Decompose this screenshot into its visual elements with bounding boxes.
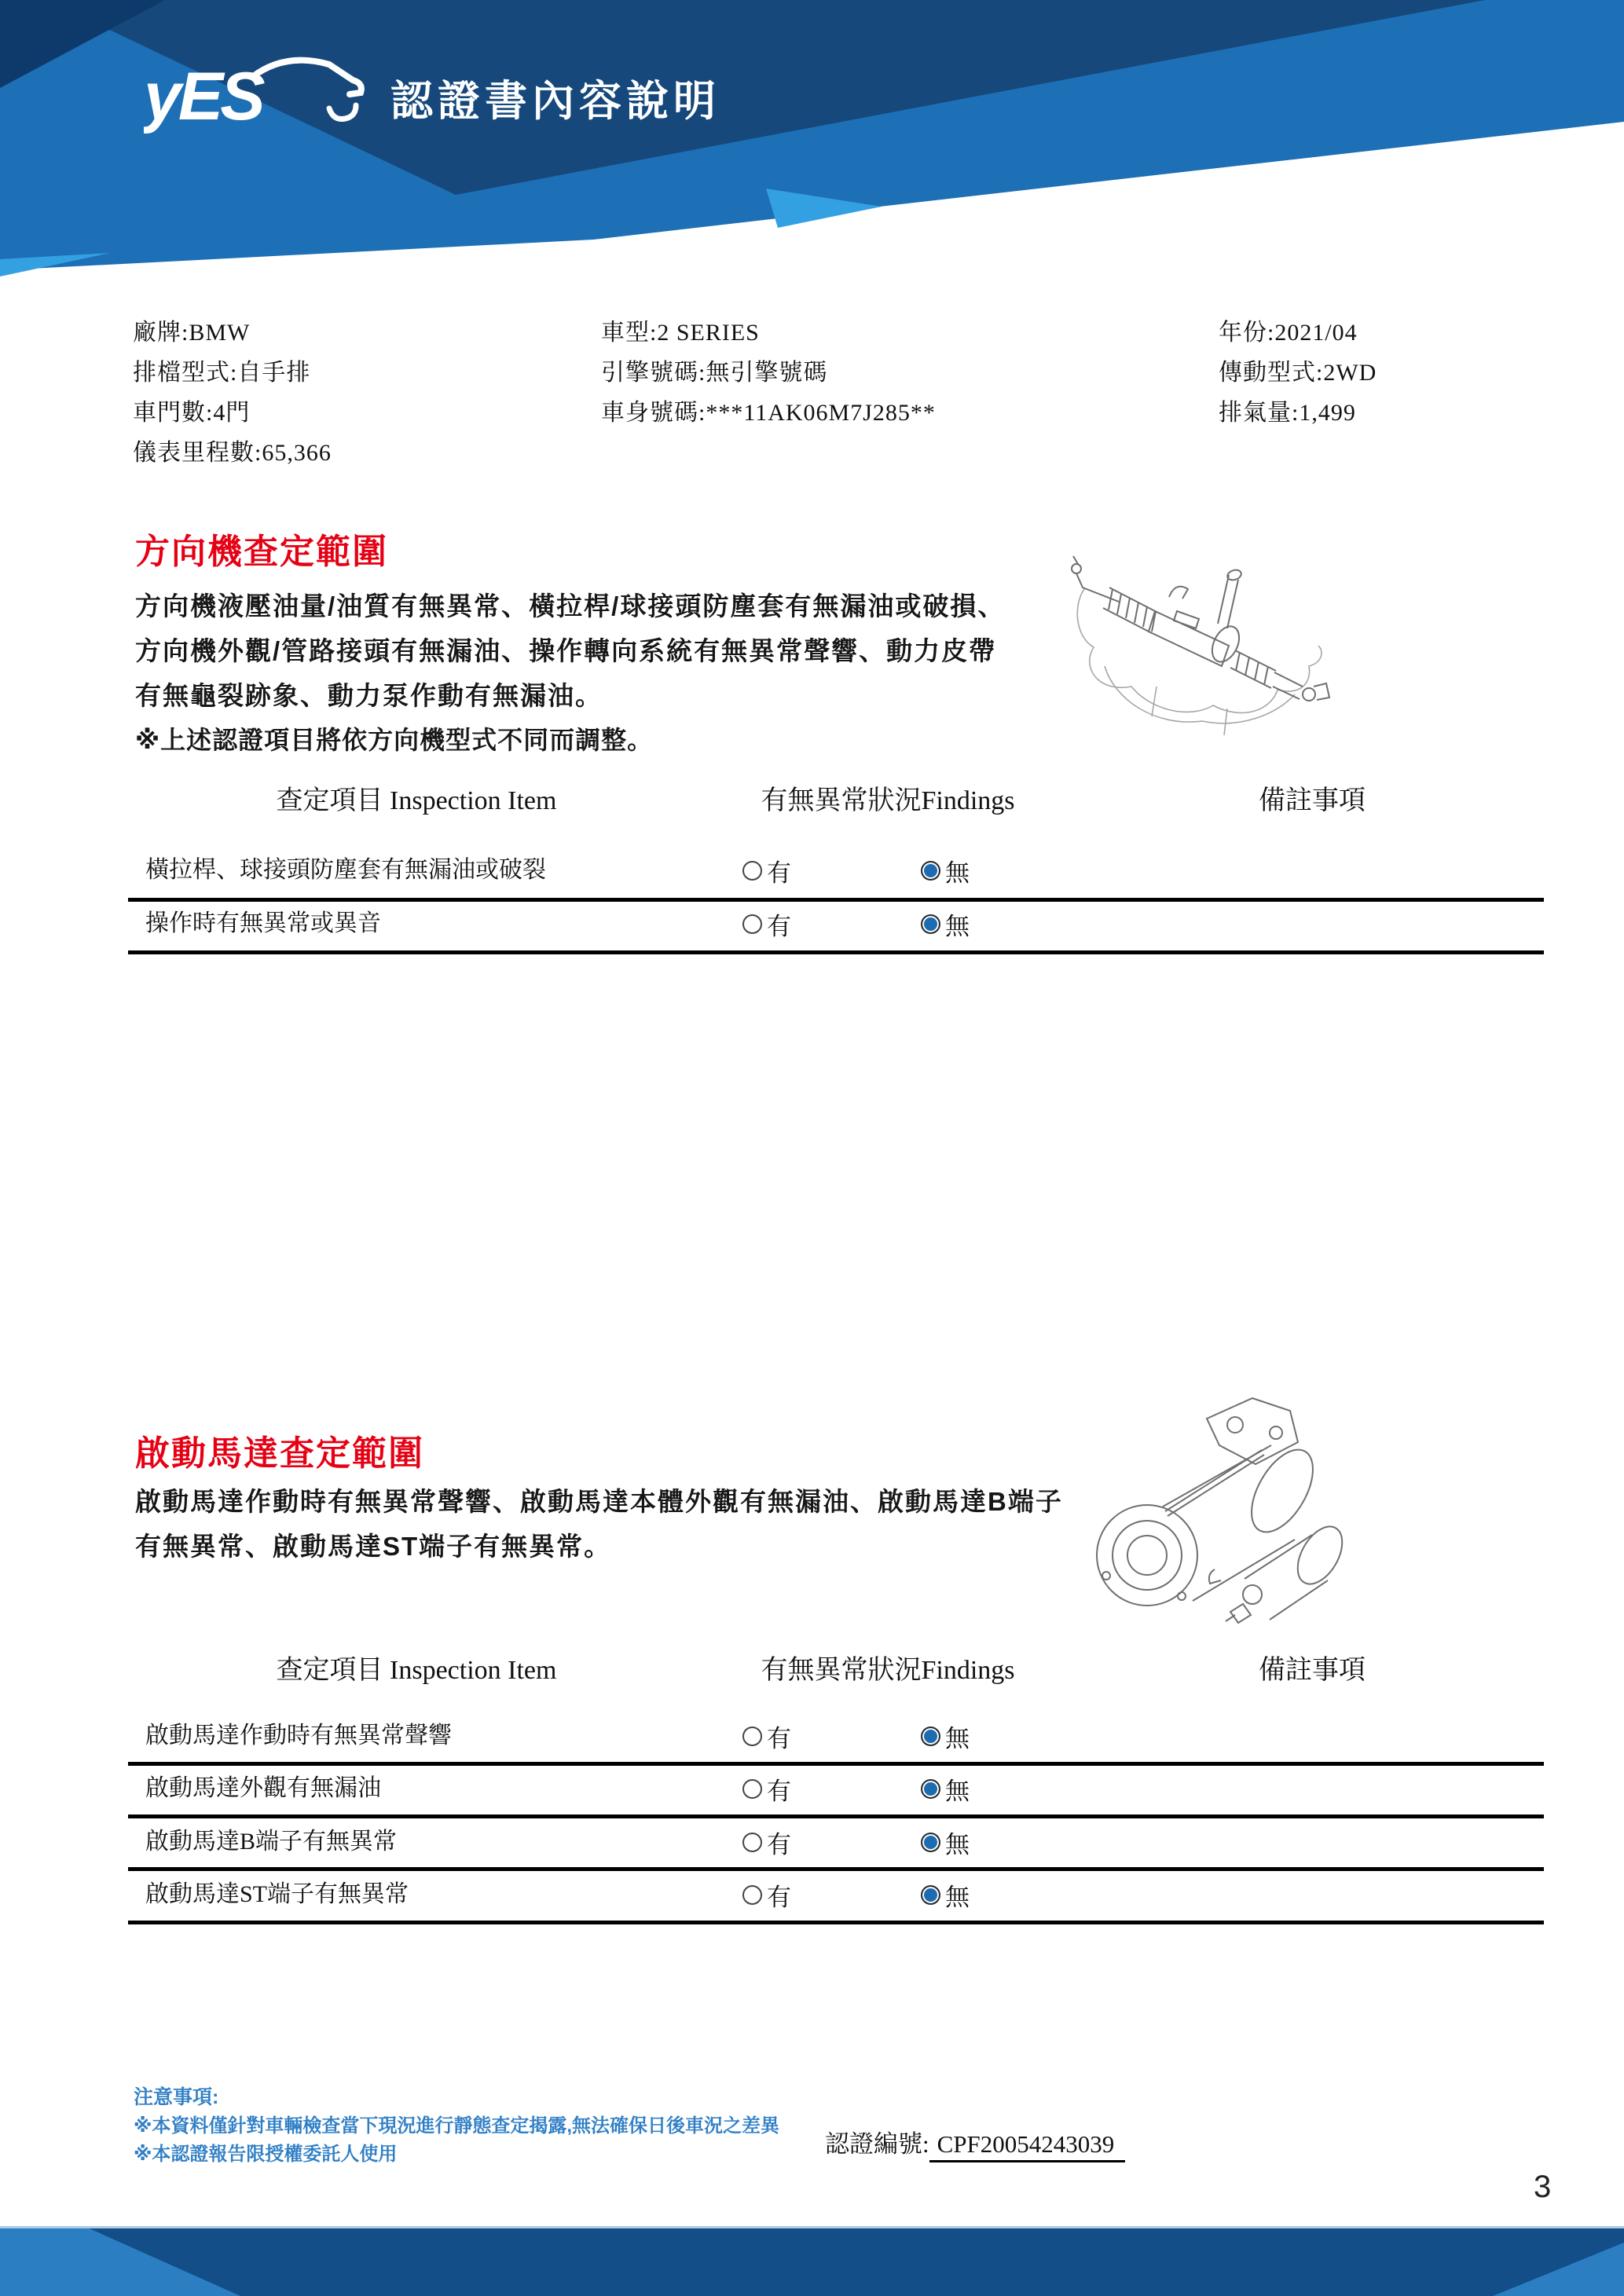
section-title-starter: 啟動馬達查定範圍 xyxy=(135,1434,424,1473)
table-row-divider xyxy=(128,898,1544,902)
radio-circle-yes xyxy=(742,1727,762,1746)
table-column-header: 備註事項 xyxy=(1259,1656,1366,1685)
table-row xyxy=(0,1719,1624,1753)
vehicle-field-label: 引擎號碼 xyxy=(601,360,698,386)
table-row-divider xyxy=(128,1762,1544,1766)
section-title-steering: 方向機查定範圍 xyxy=(135,533,388,571)
inspection-item-label: 啟動馬達ST端子有無異常 xyxy=(145,1881,409,1907)
radio-circle-yes xyxy=(742,1833,762,1852)
footer-top-line xyxy=(0,2226,1624,2228)
table-row-divider xyxy=(128,1814,1544,1818)
finding-option-yes xyxy=(742,1877,791,1912)
certificate-number-line xyxy=(825,2124,1125,2159)
table-column-header: 有無異常狀況Findings xyxy=(761,1656,1015,1685)
inspection-item-label: 啟動馬達外觀有無漏油 xyxy=(145,1775,381,1801)
radio-circle-no xyxy=(921,861,940,881)
table-row xyxy=(0,1825,1624,1859)
vehicle-field: 車門數:4門 xyxy=(133,400,251,426)
table-row-divider xyxy=(128,950,1544,954)
description-line: 啟動馬達作動時有無異常聲響、啟動馬達本體外觀有無漏油、啟動馬達B端子 xyxy=(135,1487,1063,1516)
vehicle-field: 傳動型式:2WD xyxy=(1219,360,1377,386)
radio-circle-no xyxy=(921,1779,940,1799)
vehicle-field: 廠牌:BMW xyxy=(133,320,251,346)
description-line: 方向機外觀/管路接頭有無漏油、操作轉向系統有無異常聲響、動力皮帶 xyxy=(135,636,997,665)
table-row xyxy=(0,906,1624,941)
radio-label-no: 無 xyxy=(945,1883,970,1911)
footer-note-line: ※本認證報告限授權委託人使用 xyxy=(134,2144,398,2165)
table-row xyxy=(0,853,1624,888)
vehicle-field-label: 儀表里程數 xyxy=(133,440,255,466)
vehicle-field-label: 年份 xyxy=(1219,320,1267,346)
vehicle-field-label: 排氣量 xyxy=(1219,400,1292,426)
radio-label-yes: 有 xyxy=(767,1883,791,1911)
notice-title: 注意事項: xyxy=(134,2086,219,2108)
vehicle-field-value: 65,366 xyxy=(262,440,332,466)
radio-label-no: 無 xyxy=(945,1724,970,1752)
vehicle-field-label: 傳動型式 xyxy=(1219,360,1316,386)
radio-circle-yes xyxy=(742,861,762,881)
description-line: 有無異常、啟動馬達ST端子有無異常。 xyxy=(135,1532,612,1561)
radio-label-yes: 有 xyxy=(767,1724,791,1752)
vehicle-field: 車型:2 SERIES xyxy=(601,320,760,346)
vehicle-field-label: 車型 xyxy=(601,320,650,346)
radio-label-yes: 有 xyxy=(767,1777,791,1805)
steering-rack-illustration xyxy=(1062,548,1337,741)
starter-motor-illustration xyxy=(1089,1390,1352,1630)
radio-circle-yes xyxy=(742,914,762,934)
vehicle-field-value: 自手排 xyxy=(237,360,311,386)
vehicle-field-label: 車身號碼 xyxy=(601,400,698,426)
finding-option-yes xyxy=(742,1719,791,1753)
finding-option-yes xyxy=(742,906,791,941)
inspection-item-label: 啟動馬達作動時有無異常聲響 xyxy=(145,1723,452,1749)
header-banner xyxy=(0,0,1624,276)
page-number: 3 xyxy=(1534,2170,1552,2204)
vehicle-field: 引擎號碼:無引擎號碼 xyxy=(601,360,828,386)
radio-circle-no xyxy=(921,914,940,934)
finding-option-no xyxy=(921,1771,970,1806)
vehicle-field-label: 車門數 xyxy=(133,400,206,426)
certificate-number-value: CPF20054243039 xyxy=(929,2130,1126,2162)
finding-option-yes xyxy=(742,853,791,888)
table-column-header: 查定項目 Inspection Item xyxy=(276,786,557,815)
radio-circle-yes xyxy=(742,1885,762,1905)
radio-circle-no xyxy=(921,1727,940,1746)
yes-logo xyxy=(144,50,387,137)
vehicle-field: 排檔型式:自手排 xyxy=(133,360,311,386)
finding-option-yes xyxy=(742,1825,791,1859)
table-row-divider xyxy=(128,1921,1544,1924)
section-note-steering: ※上述認證項目將依方向機型式不同而調整。 xyxy=(135,726,654,754)
radio-label-no: 無 xyxy=(945,1830,970,1858)
logo-text: yES xyxy=(144,59,262,134)
finding-option-no xyxy=(921,853,970,888)
car-wheel-swoosh-icon xyxy=(329,105,356,119)
inspection-item-label: 操作時有無異常或異音 xyxy=(145,910,381,936)
finding-option-no xyxy=(921,1825,970,1859)
radio-circle-no xyxy=(921,1833,940,1852)
footer-main-band xyxy=(0,2226,1624,2296)
vehicle-field: 排氣量:1,499 xyxy=(1219,400,1356,426)
vehicle-field: 年份:2021/04 xyxy=(1219,320,1358,346)
inspection-item-label: 啟動馬達B端子有無異常 xyxy=(145,1829,398,1855)
vehicle-field-value: 4門 xyxy=(213,400,251,426)
vehicle-field-value: 1,499 xyxy=(1299,400,1356,426)
radio-circle-no xyxy=(921,1885,940,1905)
vehicle-field-value: 2 SERIES xyxy=(657,320,760,346)
description-line: 有無龜裂跡象、動力泵作動有無漏油。 xyxy=(135,681,603,710)
certificate-number-label: 認證編號: xyxy=(825,2130,929,2158)
vehicle-field-value: 2021/04 xyxy=(1274,320,1358,346)
finding-option-yes xyxy=(742,1771,791,1806)
vehicle-field-value: ***11AK06M7J285** xyxy=(706,400,936,426)
radio-label-no: 無 xyxy=(945,912,970,940)
vehicle-field-value: BMW xyxy=(189,320,251,346)
table-column-header: 備註事項 xyxy=(1259,786,1366,815)
footer-note-line: ※本資料僅針對車輛檢查當下現況進行靜態查定揭露,無法確保日後車況之差異 xyxy=(134,2115,779,2137)
vehicle-field-label: 排檔型式 xyxy=(133,360,230,386)
yes-logo-graphic xyxy=(144,50,387,137)
finding-option-no xyxy=(921,1719,970,1753)
car-outline-icon xyxy=(252,60,361,94)
table-row xyxy=(0,1771,1624,1806)
table-row-divider xyxy=(128,1867,1544,1871)
inspection-item-label: 橫拉桿、球接頭防塵套有無漏油或破裂 xyxy=(145,857,546,883)
radio-label-no: 無 xyxy=(945,1777,970,1805)
table-column-header: 查定項目 Inspection Item xyxy=(276,1656,557,1685)
finding-option-no xyxy=(921,906,970,941)
finding-option-no xyxy=(921,1877,970,1912)
page-title: 認證書內容說明 xyxy=(390,78,720,125)
vehicle-field-label: 廠牌 xyxy=(133,320,181,346)
vehicle-field-value: 2WD xyxy=(1323,360,1377,386)
vehicle-field-value: 無引擎號碼 xyxy=(706,360,828,386)
radio-label-yes: 有 xyxy=(767,1830,791,1858)
radio-label-yes: 有 xyxy=(767,859,791,887)
radio-label-yes: 有 xyxy=(767,912,791,940)
radio-label-no: 無 xyxy=(945,859,970,887)
radio-circle-yes xyxy=(742,1779,762,1799)
vehicle-field: 車身號碼:***11AK06M7J285** xyxy=(601,400,936,426)
table-row xyxy=(0,1877,1624,1912)
description-line: 方向機液壓油量/油質有無異常、橫拉桿/球接頭防塵套有無漏油或破損、 xyxy=(135,591,1006,621)
vehicle-field: 儀表里程數:65,366 xyxy=(133,440,332,466)
table-column-header: 有無異常狀況Findings xyxy=(761,786,1015,815)
footer-banner xyxy=(0,2226,1624,2296)
